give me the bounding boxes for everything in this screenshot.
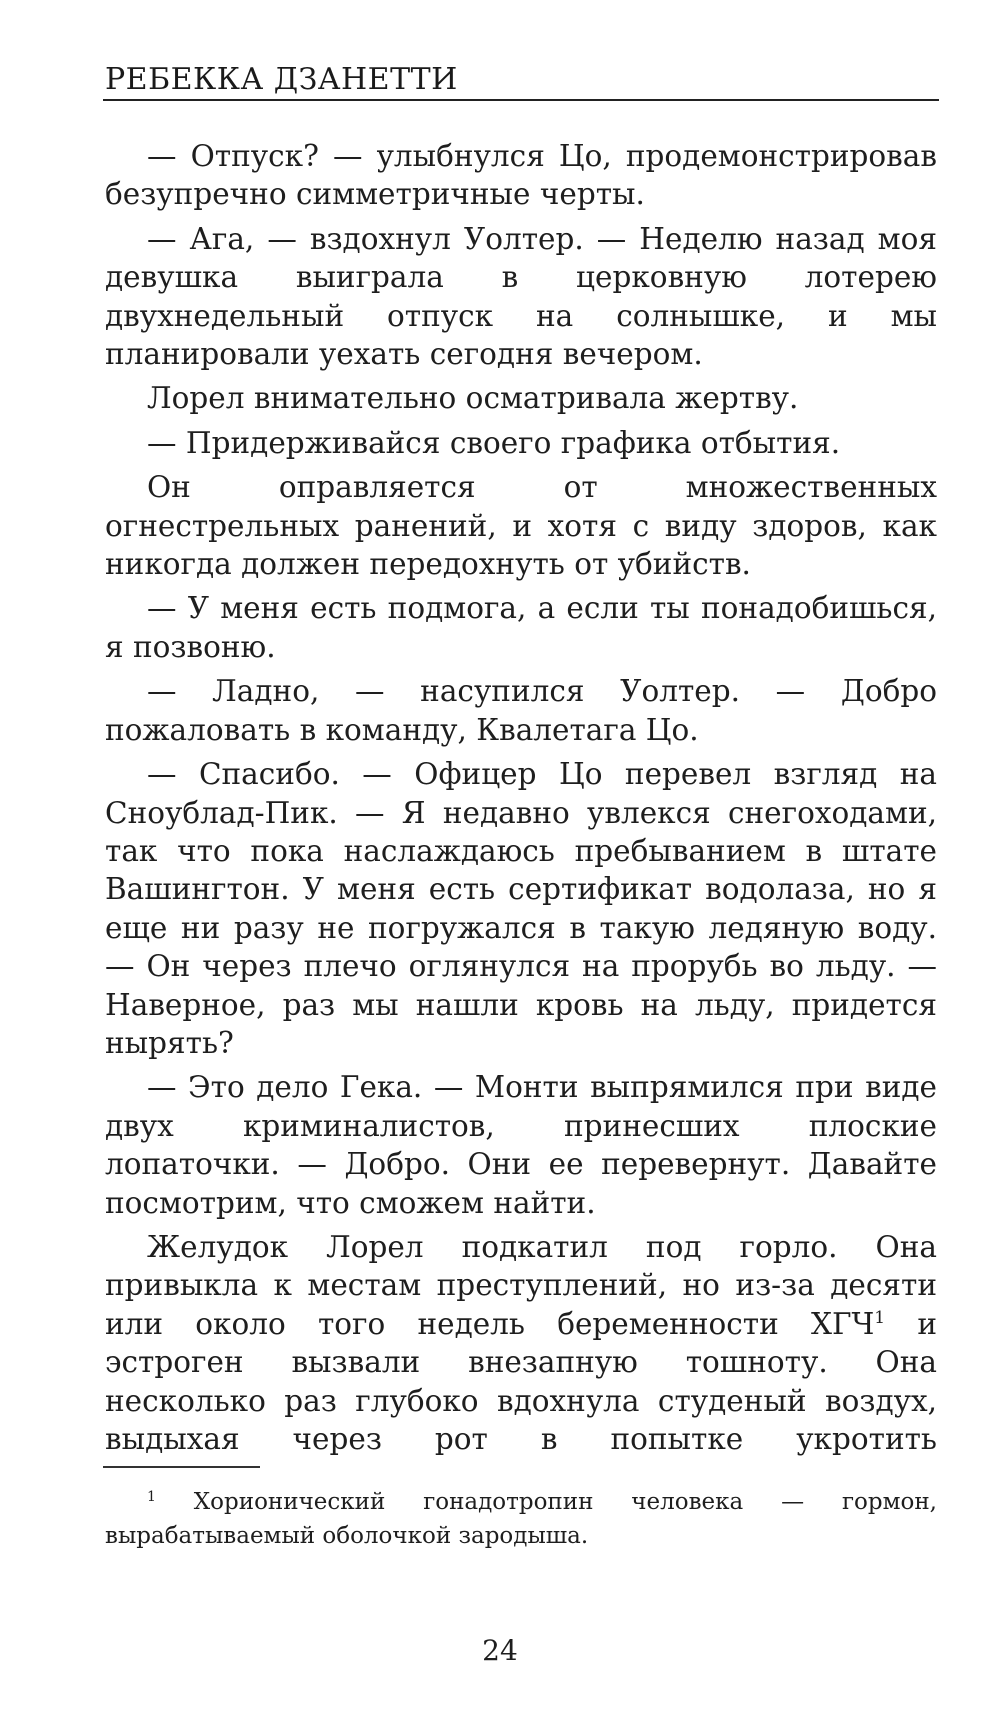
paragraph: — Придерживайся своего графика отбытия. [147, 425, 841, 460]
footnote-rule [103, 1466, 260, 1468]
header-rule [103, 99, 939, 101]
paragraph: — Ладно, — насупился Уолтер. — Добро пожаловать в команду, Квалетага Цо. [105, 674, 937, 747]
paragraph: — Отпуск? — улыбнулся Цо, продемонстрировав безупречно симметричные черты. [105, 139, 937, 212]
footnote-marker: 1 [874, 1307, 886, 1328]
running-head: РЕБЕККА ДЗАНЕТТИ [105, 62, 458, 97]
paragraph: — Ага, — вздохнул Уолтер. — Неделю назад моя девушка выиграла в церковную лотерею двухнедельный отпуск на солнышке, и мы планировали уехать сегодня вечером. [105, 221, 937, 372]
paragraph-text-start: Желудок Лорел подкатил под горло. Она привыкла к местам преступлений, но из-за десяти или около того недель беременности ХГЧ [105, 1229, 937, 1341]
footnote [105, 1485, 937, 1553]
paragraph-text-end: и эстроген вызвали внезапную тошноту. Она несколько раз глубоко вдохнула студеный воздух, выдыхая через рот в попытке укротить [105, 1306, 937, 1456]
paragraph: — У меня есть подмога, а если ты понадобишься, я позвоню. [105, 591, 937, 664]
paragraph: Он оправляется от множественных огнестрельных ранений, и хотя с виду здоров, как никогда должен передохнуть от убийств. [105, 470, 937, 582]
paragraph: — Это дело Гека. — Монти выпрямился при виде двух криминалистов, принесших плоские лопаточки. — Добро. Они ее перевернут. Давайте посмотрим, что сможем найти. [105, 1070, 937, 1220]
paragraph-continued [105, 1228, 937, 1458]
page-number: 24 [482, 1634, 518, 1667]
footnote-number: 1 [147, 1489, 156, 1505]
paragraph: Лорел внимательно осматривала жертву. [147, 381, 799, 416]
paragraph: — Спасибо. — Офицер Цо перевел взгляд на Сноублад-Пик. — Я недавно увлекся снегоходами, так что пока наслаждаюсь пребыванием в штате Вашингтон. У меня есть сертификат водолаза, но я еще ни разу не погружался в такую ледяную воду. — Он через плечо оглянулся на прорубь во льду. — Наверное, раз мы нашли кровь на льду, придется нырять? [105, 757, 937, 1060]
body-text [105, 137, 937, 1464]
footnote-text: Хорионический гонадотропин человека — гормон, вырабатываемый оболочкой зародыша. [105, 1489, 937, 1549]
